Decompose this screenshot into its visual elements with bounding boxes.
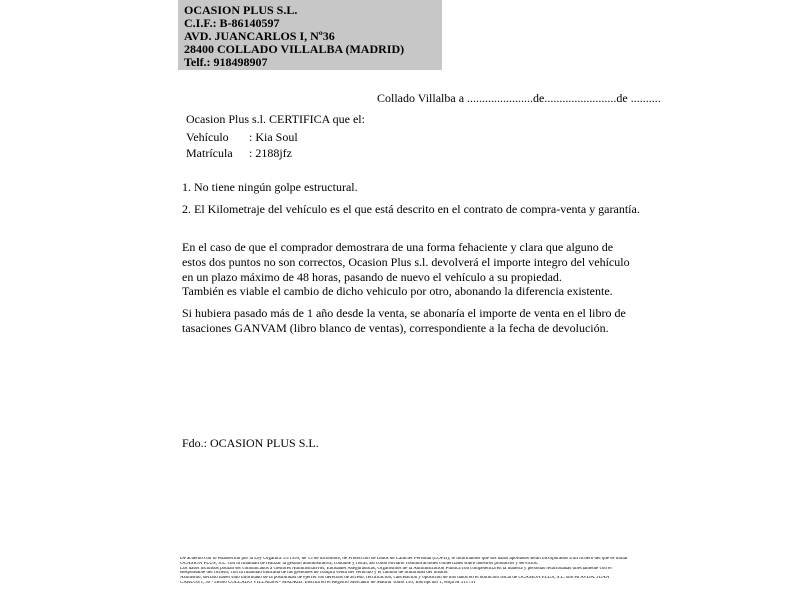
plate-row	[186, 146, 292, 161]
plate-value: : 2188jfz	[249, 146, 292, 160]
company-phone: Telf.: 918498907	[184, 55, 268, 69]
company-cif: C.I.F.: B-86140597	[184, 16, 280, 30]
paragraph-exchange-option: También es viable el cambio de dicho vehiculo por otro, abonando la diferencia existente.	[182, 284, 613, 298]
legal-footer-line-3: Los datos incluidos podrán ser comunicados a Gestores Administrativos, Entidades Aseguradoras, Organismos de la Administración Pública con competencia en la materia y personas relacionadas directamente con el	[180, 566, 612, 571]
paragraph-ganvam-valuation: Si hubiera pasado más de 1 año desde la venta, se abonaría el importe de venta en el libro de tasaciones GANVAM (libro blanco de ventas), correspondiente a la fecha de devolución.	[182, 306, 626, 335]
company-address: AVD. JUANCARLOS I, Nº36	[184, 29, 335, 43]
company-header-block	[178, 0, 442, 70]
company-name: OCASION PLUS S.L.	[184, 3, 298, 17]
signature-line: Fdo.: OCASION PLUS S.L.	[182, 436, 319, 450]
plate-label: Matrícula	[186, 146, 233, 160]
certify-point-2: 2. El Kilometraje del vehículo es el que está descrito en el contrato de compra-venta y garantía.	[182, 202, 640, 216]
vehicle-row	[186, 130, 298, 145]
certify-point-1: 1. No tiene ningún golpe estructural.	[182, 180, 358, 194]
legal-footer-line-1: De acuerdo con lo establecido por la Ley Orgánica 15/1999, de 13 de diciembre, de Protección de Datos de Carácter Personal (LOPD), le informamos que sus datos aportados serán incorporados a un fichero del que es titular	[180, 557, 628, 561]
vehicle-label: Vehículo	[186, 130, 229, 144]
legal-footer-line-5: Asimismo, declaro haber sido informado de la posibilidad de ejercer los derechos de acceso, rectificación, cancelación y oposición de mis datos en el domicilio fiscal de OCASIÓN PLUS, S.L. sito en AVDA. JUAN	[180, 576, 610, 581]
date-line: Collado Villalba a ......................de........................de ..........	[377, 91, 661, 105]
vehicle-value: : Kia Soul	[249, 130, 298, 144]
certify-intro: Ocasion Plus s.l. CERTIFICA que el:	[186, 112, 365, 126]
legal-footer-line-2: OCASION PLUS, S.L. con la finalidad de realizar la gestión administrativa, contable y fiscal, así como enviarle comunicaciones comerciales sobre nuestros productos y servicios.	[180, 561, 539, 566]
legal-footer-line-4: Responsable del fichero; con la finalidad indicada de las gestiones de compra venta del vehículo y el cambio de titularidad del mismo.	[180, 571, 449, 576]
legal-footer-line-6: CARLOS I, 36 - 28400 COLLADO VILLALBA - MADRID. Inscrita en el Registro Mercantil de Madrid Tomo 156, Inscripción 1, Hoja M 511731	[180, 580, 476, 585]
legal-footer	[180, 557, 640, 586]
company-city: 28400 COLLADO VILLALBA (MADRID)	[184, 42, 405, 56]
paragraph-refund-policy: En el caso de que el comprador demostrara de una forma fehaciente y clara que alguno de estos dos puntos no son correctos, Ocasion Plus s.l. devolverá el importe integro del vehículo en un plazo máximo de 48 horas, pasando de nuevo el vehículo a su propiedad.	[182, 240, 630, 284]
